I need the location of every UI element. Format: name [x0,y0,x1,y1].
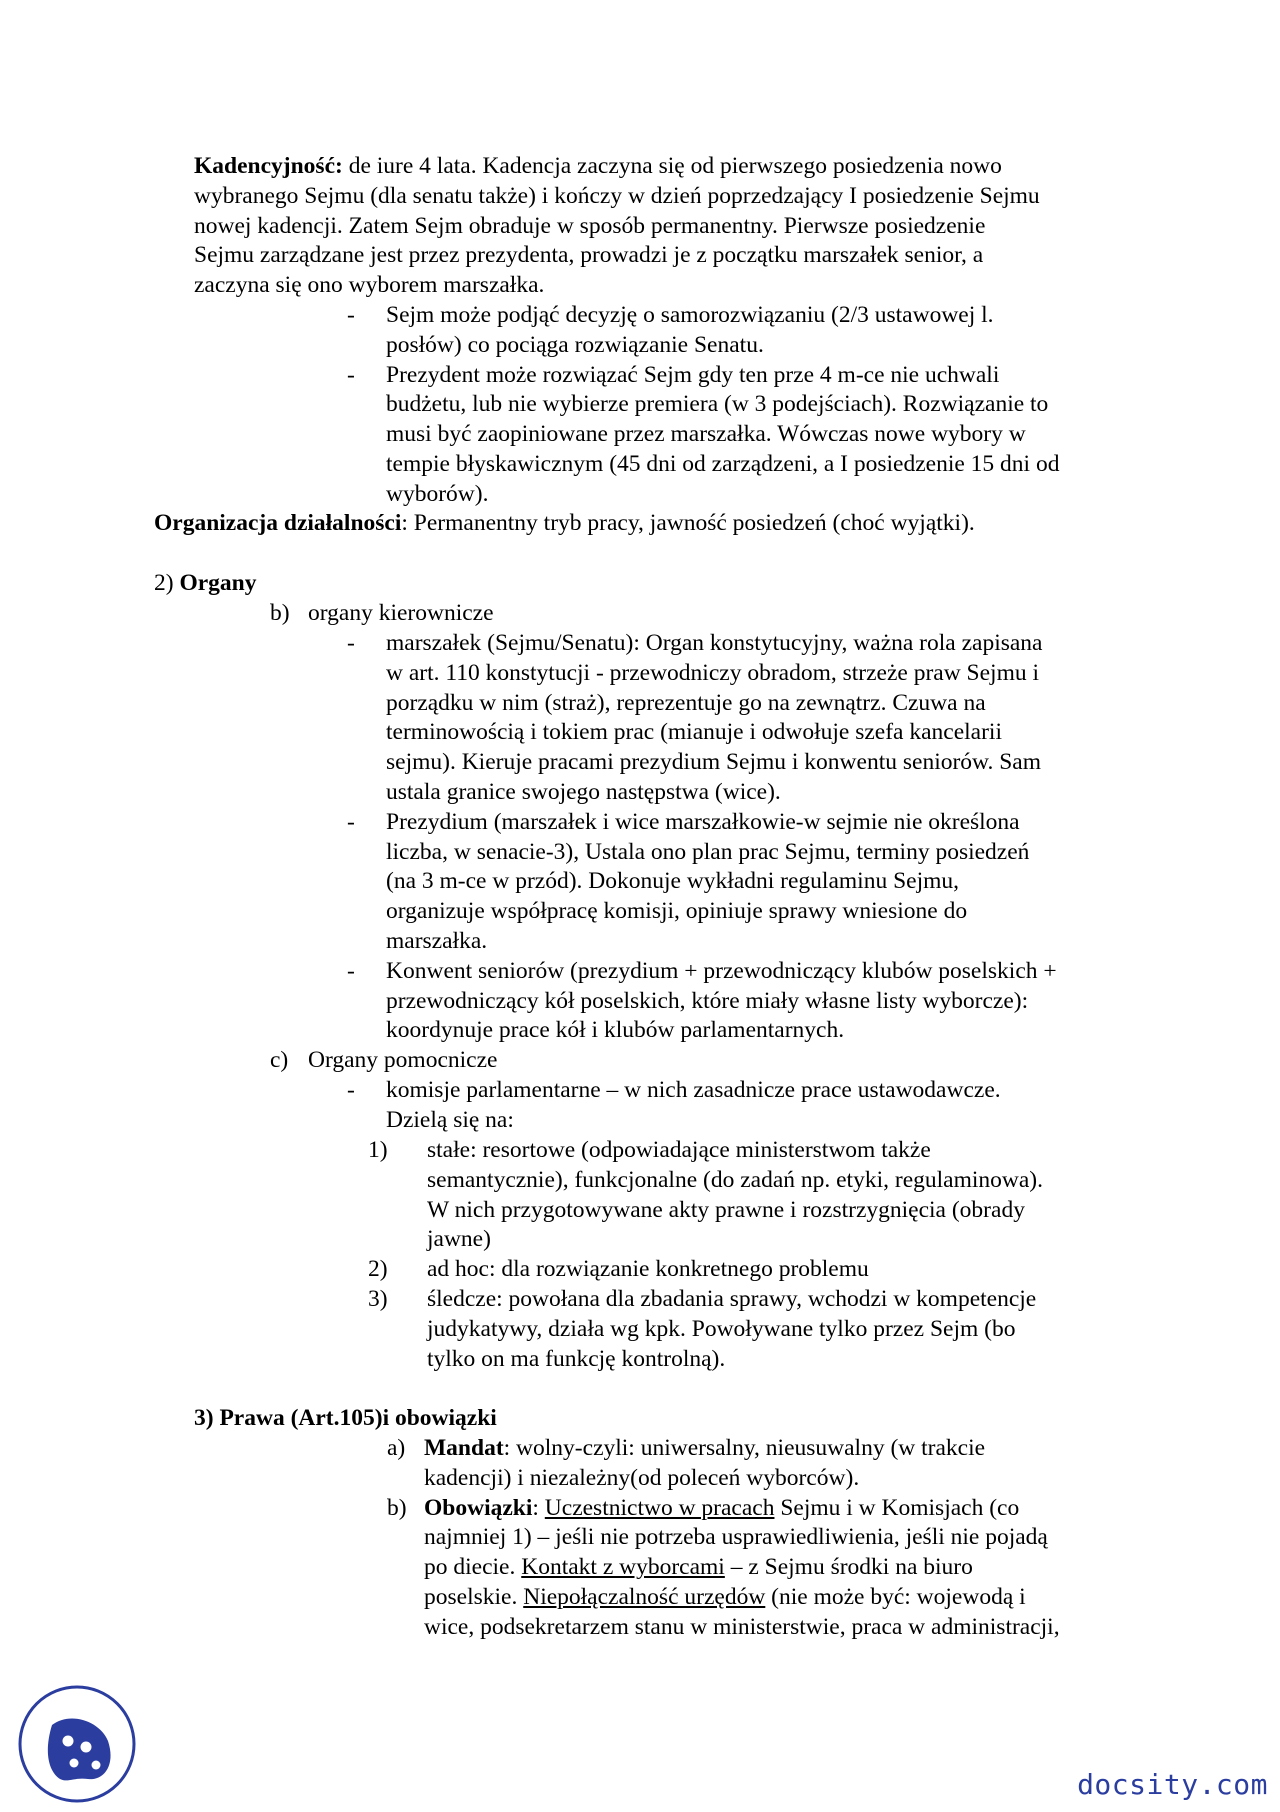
prawa-list [387,1434,1224,1643]
kadencyjnosc-line-4: Sejmu zarządzane jest przez prezydenta, prowadzi je z początku marszałek senior, a [194,242,984,269]
list-item: - marszałek (Sejmu/Senatu): Organ konstytucyjny, ważna rola zapisana w art. 110 konstytucji - przewodniczy obradom, strzeże praw Sejmu i porządku w nim (straż), reprezentuje go na zewnątrz. Czuwa na terminowością i tokiem prac (mianuje i odwołuje szefa kancelarii sejmu). Kieruje pracami prezydium Sejmu i konwentu seniorów. Sam ustala granice swojego następstwa (wice). [347,630,1043,805]
organy-c-marker: c) [270,1047,289,1073]
kadencyjnosc-line-3: nowej kadencji. Zatem Sejm obraduje w sposób permanentny. Pierwsze posiedzenie [194,212,986,239]
list-item: 1) stałe: resortowe (odpowiadające ministerstwom także semantycznie), funkcjonalne (do zadań np. etyki, regulaminowa). W nich przygotowywane akty prawne i rozstrzygnięcia (obrady jawne) [368,1137,1043,1253]
organy-c-heading [270,1046,970,1076]
list-item: - Prezydium (marszałek i wice marszałkowie-w sejmie nie określona liczba, w senacie-3), Ustala ono plan prac Sejmu, terminy posiedzeń (na 3 m-ce w przód). Dokonuje wykładni regulaminu Sejmu, organizuje współpracę komisji, opiniuje sprawy wniesione do marszałka. [347,808,1030,954]
kadencyjnosc-label: Kadencyjność: [194,153,343,179]
prawa-heading: 3) Prawa (Art.105)i obowiązki [194,1405,497,1431]
organizacja-label: Organizacja działalności [154,510,402,536]
list-item: - Konwent seniorów (prezydium + przewodniczący klubów poselskich + przewodniczący kół poselskich, które miały własne listy wyborcze): koordynuje prace kół i klubów parlamentarnych. [347,957,1057,1044]
list-letter: a) [387,1435,406,1461]
list-item: - komisje parlamentarne – w nich zasadnicze prace ustawodawcze. Dzielą się na: [347,1077,1001,1133]
organy-c-list [347,1076,1206,1136]
organy-b-marker: b) [270,600,290,626]
mandat-label: Mandat [424,1435,504,1461]
dash-bullet: - [347,957,355,984]
list-item: - Prezydent może rozwiązać Sejm gdy ten prze 4 m-ce nie uchwali budżetu, lub nie wybierze premiera (w 3 podejściach). Rozwiązanie to musi być zaopiniowane przez marszałka. Wówczas nowe wybory w tempie błyskawicznym (45 dni od zarządzeni, a I posiedzenie 15 dni od wyborów). [347,361,1060,507]
kadencyjnosc-line-2: wybranego Sejmu (dla senatu także) i kończy w dzień poprzedzający I posiedzenie Sejmu [194,182,1040,209]
organy-b-title: organy kierownicze [308,600,494,626]
komisje-numbered-list [368,1136,1227,1374]
mandat-item: a) Mandat: wolny-czyli: uniwersalny, nieusuwalny (w trakcie kadencji) i niezależny(od poleceń wyborców). [387,1435,986,1491]
organy-b-heading [270,599,970,629]
docsity-logo-icon [18,1685,136,1803]
organizacja-section: Organizacja działalności: Permanentny tryb pracy, jawność posiedzeń (choć wyjątki). [154,510,975,536]
docsity-brand-link[interactable]: docsity.com [1077,1768,1268,1801]
list-number: 1) [368,1137,388,1163]
dash-bullet: - [347,630,355,656]
kadencyjnosc-line-1: Kadencyjność: de iure 4 lata. Kadencja zaczyna się od pierwszego posiedzenia nowo [194,153,1002,179]
underlined-term: Uczestnictwo w pracach [544,1494,775,1521]
underlined-term: Kontakt z wyborcami [521,1554,725,1581]
kadencyjnosc-list [347,301,1186,510]
docsity-logo-icon[interactable] [18,1685,136,1803]
kadencyjnosc-line-5: zaczyna się ono wyborem marszałka. [194,272,545,299]
dash-bullet: - [347,808,355,835]
organy-heading: 2) Organy [154,570,257,596]
organy-label: Organy [179,570,257,596]
list-item: - Sejm może podjąć decyzję o samorozwiązaniu (2/3 ustawowej l. posłów) co pociąga rozwiązanie Senatu. [347,302,994,358]
organy-b-list [347,629,1206,1046]
dash-bullet: - [347,361,355,388]
list-number: 3) [368,1285,388,1312]
list-letter: b) [387,1494,407,1521]
dash-bullet: - [347,302,355,328]
obowiazki-label: Obowiązki [424,1494,533,1521]
list-item: 2) ad hoc: dla rozwiązanie konkretnego problemu [427,1255,1227,1285]
dash-bullet: - [347,1077,355,1103]
list-number: 2) [368,1256,388,1283]
list-item: 3) śledcze: powołana dla zbadania sprawy, wchodzi w kompetencje judykatywy, działa wg kpk. Powoływane tylko przez Sejm (bo tylko on ma funkcję kontrolną). [368,1285,1037,1372]
obowiazki-item: b) Obowiązki: Uczestnictwo w pracach Sejmu i w Komisjach (co najmniej 1) – jeśli nie potrzeba usprawiedliwienia, jeśli nie pojadą po diecie. Kontakt z wyborcami – z Sejmu środki na biuro poselskie. Niepołączalność urzędów (nie może być: wojewodą i wice, podsekretarzem stanu w ministerstwie, praca w administracji, [387,1494,1060,1640]
underlined-term: Niepołączalność urzędów [523,1583,766,1610]
organy-c-title: Organy pomocnicze [308,1047,498,1073]
kadencyjnosc-section [194,152,1194,301]
